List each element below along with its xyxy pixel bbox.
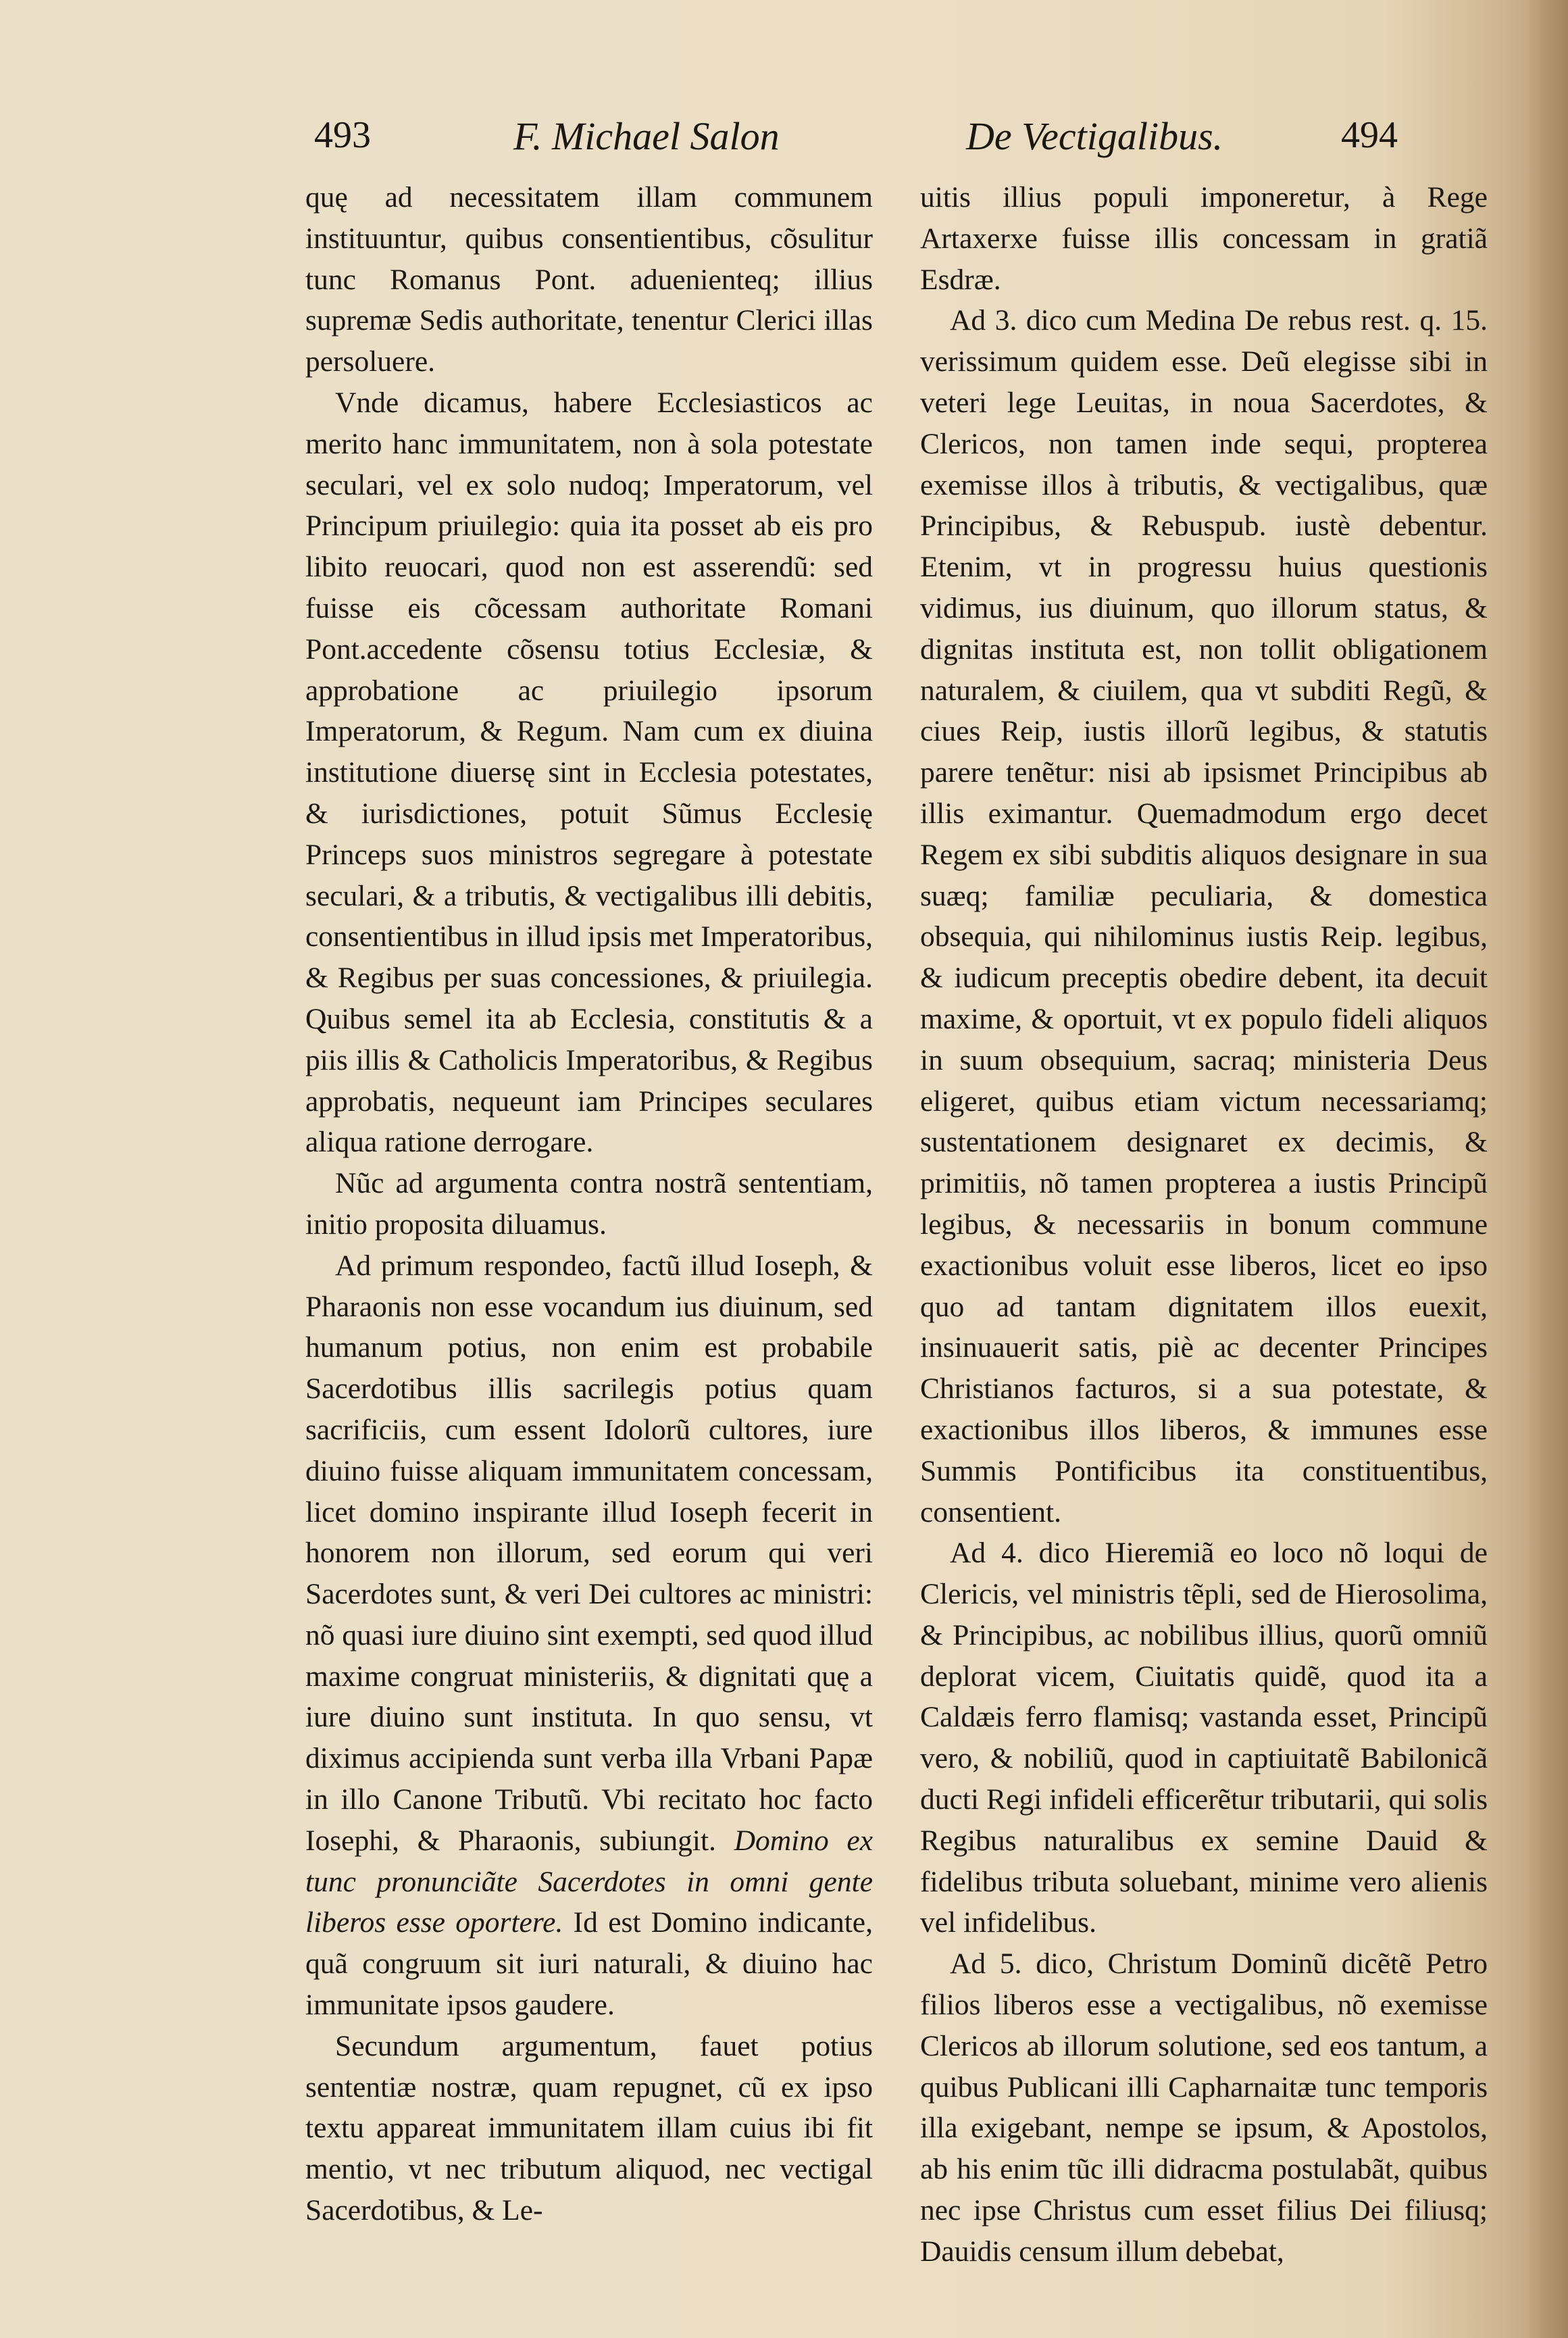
running-title-right: De Vectigalibus. [966,114,1223,158]
page-number-left: 493 [314,114,371,156]
italic-quotation: Domino ex tunc pronunciãte Sacerdotes in omni gente liberos esse oportere. [305,1824,873,1939]
paragraph [920,300,1488,1533]
paragraph-text: Ad 3. dico cum Medina De rebus rest. q. 15. verissimum quidem esse. Deũ elegisse sibi in veteri lege Leuitas, in noua Sacerdotes, & Clericos, non tamen inde sequi, propterea exemisse illos à tributis, & vectigalibus, quæ Principibus, & Rebuspub. iustè debentur. Etenim, vt in progressu huius questionis vidimus, ius diuinum, quo illorum status, & dignitas instituta est, non tollit obligationem naturalem, & ciuilem, qua vt subditi Regũ, & ciues Reip, iustis illorũ legibus, & statutis parere tenẽtur: nisi ab ipsismet Principibus ab illis eximantur. Quemadmodum ergo decet Regem ex sibi subditis aliquos designare in sua suæq; familiæ peculiaria, & domestica obsequia, qui nihilominus iustis Reip. legibus, & iudicum preceptis obedire debent, ita decuit maxime, & oportuit, vt ex populo fideli aliquos in suum obsequium, sacraq; ministeria Deus eligeret, quibus etiam victum necessariamq; sustentationem designaret ex decimis, & primitiis, nõ tamen propterea a iustis Principũ legibus, & necessariis in bonum commune exactionibus voluit esse liberos, licet eo ipso quo ad tantam dignitatem illos euexit, insinuauerit satis, piè ac decenter Principes Christianos facturos, si a sua potestate, & exactionibus illos liberos, & immunes esse Summis Pontificibus ita constituentibus, consentient. [920,304,1488,1528]
running-header [0,114,1568,174]
paragraph-text: Ad 4. dico Hieremiã eo loco nõ loqui de Clericis, vel ministris tẽpli, sed de Hierosolima, & Principibus, ac nobilibus illius, quorũ omniũ deplorat vicem, Ciuitatis quidẽ, quod ita a Caldæis ferro flamisq; vastanda esset, Principũ vero, & nobiliũ, quod in captiuitatẽ Babilonicã ducti Regi infideli efficerẽtur tributarii, qui solis Regibus naturalibus ex semine Dauid & fidelibus tributa soluebant, minime vero alienis vel infidelibus. [920,1537,1488,1939]
page-edge [1527,0,1568,2338]
paragraph [305,1245,873,2026]
right-column [920,177,1488,2272]
paragraph-text: uitis illius populi imponeretur, à Rege Artaxerxe fuisse illis concessam in gratiã Esdræ. [920,181,1488,296]
left-column [305,177,873,2231]
paragraph-text: Ad primum respondeo, factũ illud Ioseph, & Pharaonis non esse vocandum ius diuinum, sed humanum potius, non enim est probabile Sacerdotibus illis sacrilegis potius quam sacrificiis, cum essent Idolorũ cultores, iure diuino fuisse aliquam immunitatem concessam, licet domino inspirante illud Ioseph fecerit in honorem non illorum, sed eorum qui veri Sacerdotes sunt, & veri Dei cultores ac ministri: nõ quasi iure diuino sint exempti, sed quod illud maxime congruat ministeriis, & dignitati quę a iure diuino sunt instituta. In quo sensu, vt diximus accipienda sunt verba illa Vrbani Papæ in illo Canone Tributũ. Vbi recitato hoc facto Iosephi, & Pharaonis, subiungit. [305,1249,873,1857]
paragraph-text: quę ad necessitatem illam communem instituuntur, quibus consentientibus, cõsulitur tunc Romanus Pont. aduenienteq; illius supremæ Sedis authoritate, tenentur Clerici illas persoluere. [305,181,873,378]
page-number-right: 494 [1341,114,1398,156]
paragraph-text: Ad 5. dico, Christum Dominũ dicẽtẽ Petro filios liberos esse a vectigalibus, nõ exemisse Clericos ab illorum solutione, sed eos tantum, a quibus Publicani illi Capharnaitæ tunc temporis illa exigebant, nempe se ipsum, & Apostolos, ab his enim tũc illi didracma postulabãt, quibus nec ipse Christus cum esset filius Dei filiusq; Dauidis censum illum debebat, [920,1947,1488,2268]
paragraph-text: Nũc ad argumenta contra nostrã sententiam, initio proposita diluamus. [305,1167,873,1241]
paragraph-text: Vnde dicamus, habere Ecclesiasticos ac merito hanc immunitatem, non à sola potestate seculari, vel ex solo nudoq; Imperatorum, vel Principum priuilegio: quia ita posset ab eis pro libito reuocari, quod non est asserendũ: sed fuisse eis cõcessam authoritate Romani Pont.accedente cõsensu totius Ecclesiæ, & approbatione ac priuilegio ipsorum Imperatorum, & Regum. Nam cum ex diuina institutione diuersę sint in Ecclesia potestates, & iurisdictiones, potuit Sũmus Ecclesię Princeps suos ministros segregare à potestate seculari, & a tributis, & vectigalibus illi debitis, consentientibus in illud ipsis met Imperatoribus, & Regibus per suas concessiones, & priuilegia. Quibus semel ita ab Ecclesia, constitutis & a piis illis & Catholicis Imperatoribus, & Regibus approbatis, nequeunt iam Principes seculares aliqua ratione derrogare. [305,386,873,1159]
paragraph [920,177,1488,300]
paragraph-text-tail: Id est Domino indicante, quã congruum sit iuri naturali, & diuino hac immunitate ipsos gaudere. [305,1906,873,2022]
paragraph [305,2026,873,2231]
paragraph-text: Secundum argumentum, fauet potius sententiæ nostræ, quam repugnet, cũ ex ipso textu appareat immunitatem illam cuius ibi fit mentio, vt nec tributum aliquod, nec vectigal Sacerdotibus, & Le- [305,2029,873,2227]
running-title-left: F. Michael Salon [513,114,780,158]
paragraph [920,1943,1488,2272]
paragraph [305,382,873,1163]
paragraph [305,1163,873,1245]
paragraph [920,1533,1488,1943]
paragraph [305,177,873,382]
